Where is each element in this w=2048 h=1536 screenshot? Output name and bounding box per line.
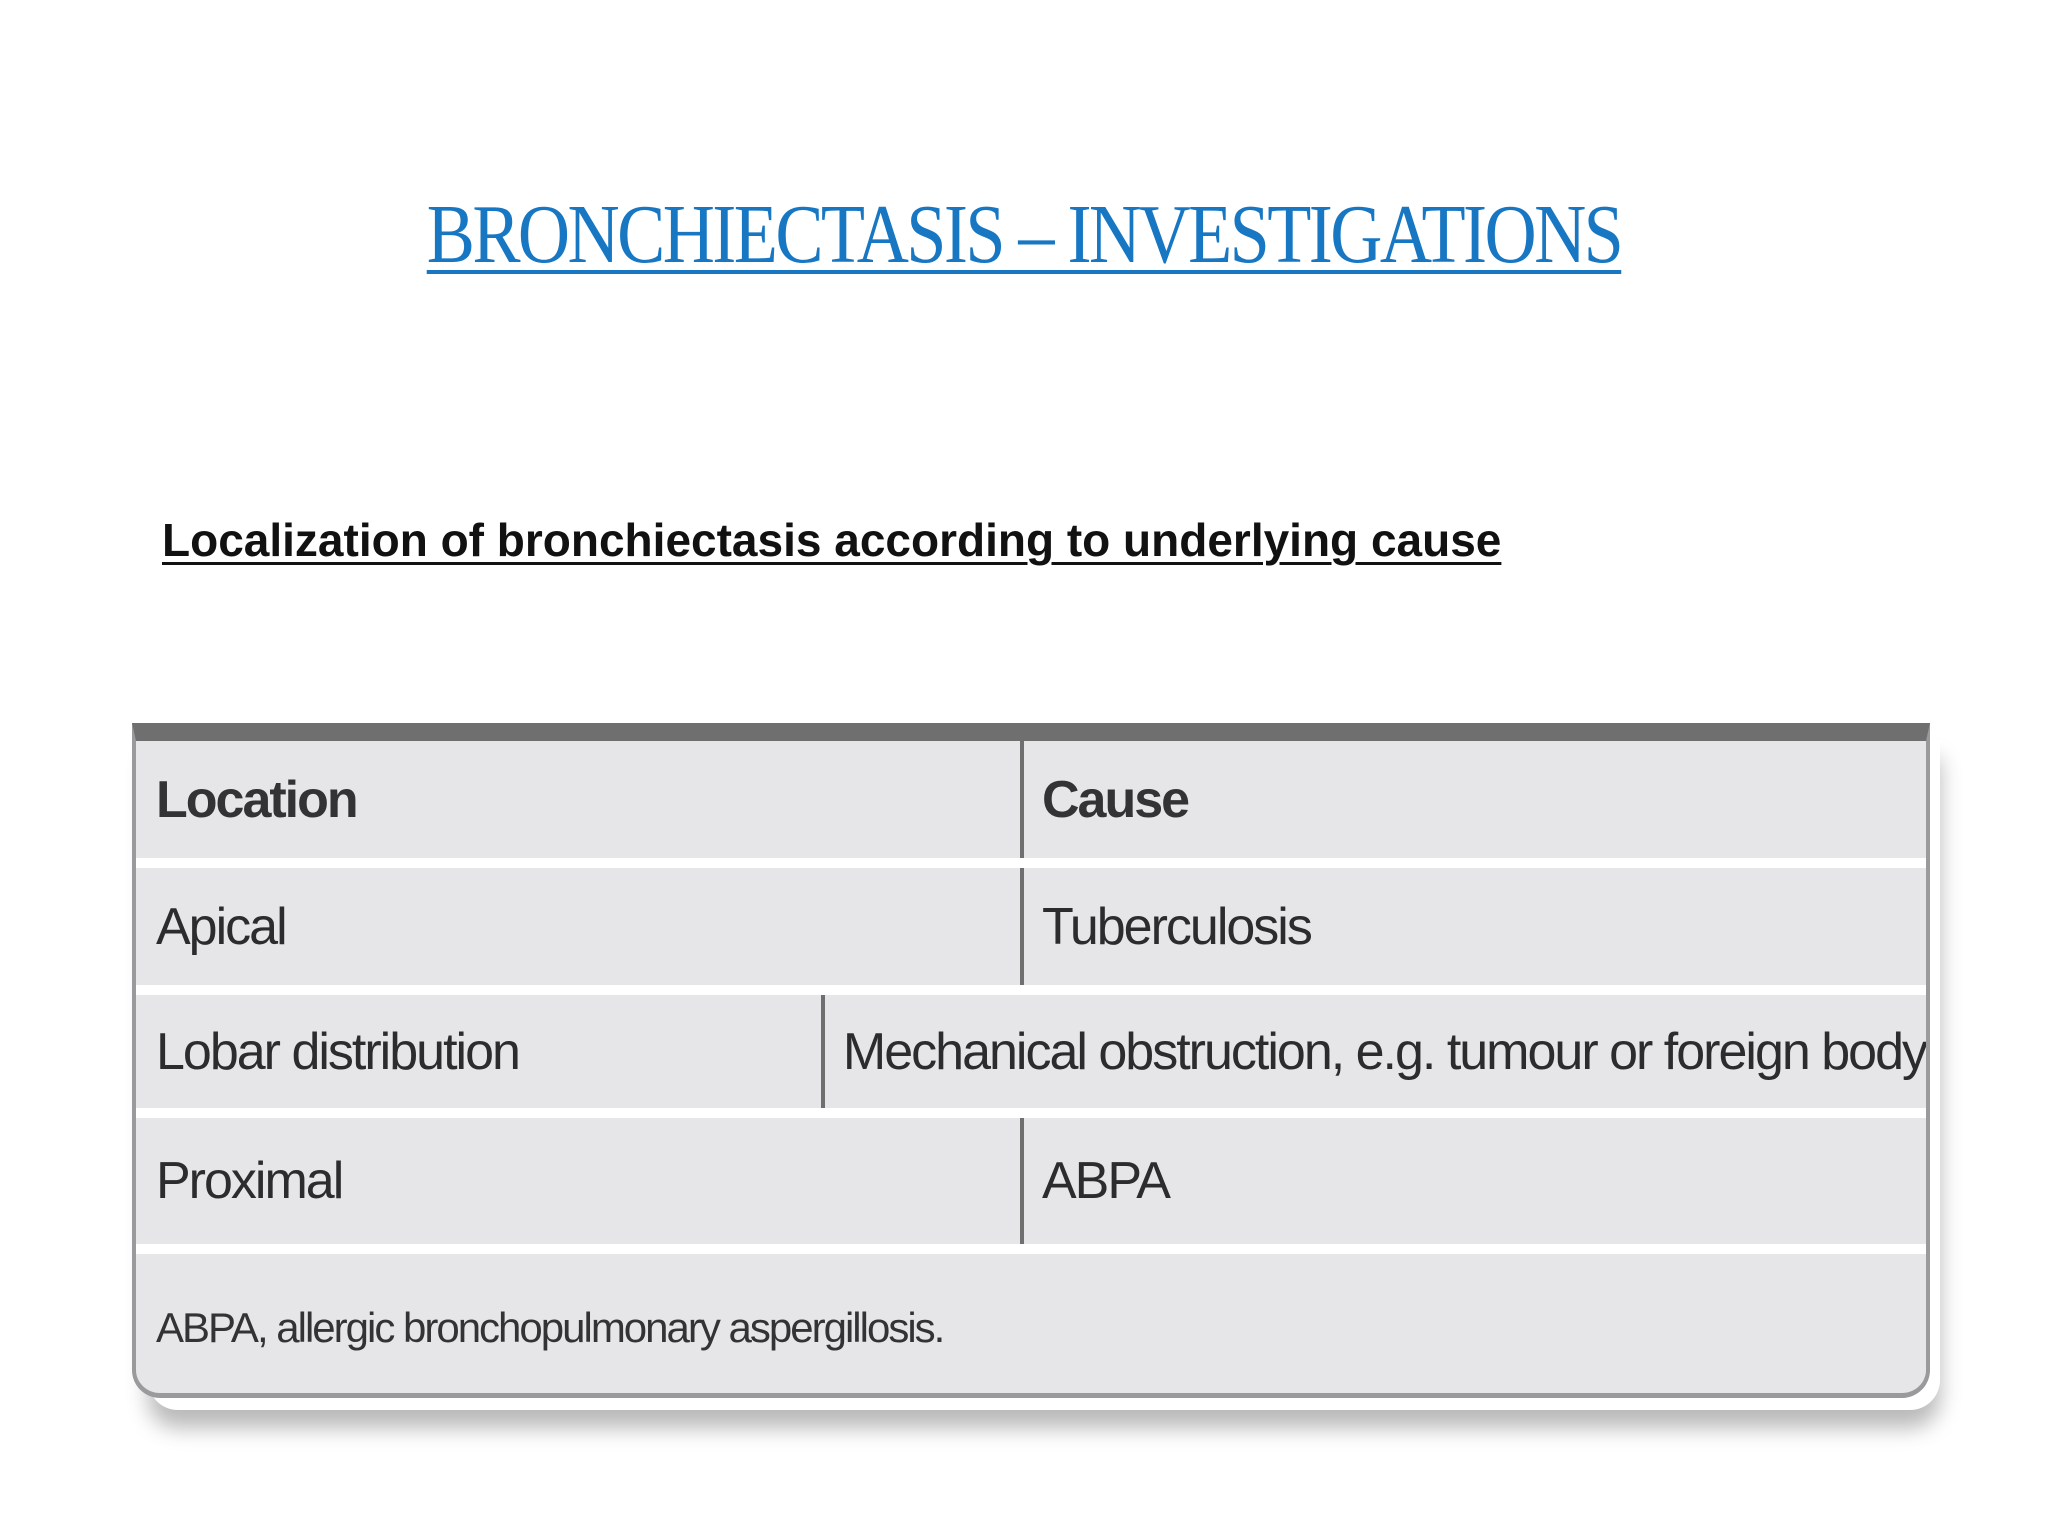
slide-title: BRONCHIECTASIS – INVESTIGATIONS: [426, 188, 1622, 281]
cause-cell: Tuberculosis: [1042, 897, 1311, 956]
row-separator: [136, 1244, 1926, 1254]
row-separator: [136, 1108, 1926, 1118]
slide-subtitle: Localization of bronchiectasis according to underlying cause: [162, 514, 1502, 566]
location-cell: Lobar distribution: [136, 995, 825, 1108]
cause-cell: ABPA: [1042, 1152, 1169, 1210]
cause-location-table: [132, 723, 1930, 1398]
table-row: [136, 1118, 1926, 1244]
location-cell: Apical: [136, 868, 1024, 985]
table-header-row: [136, 741, 1926, 858]
header-cause: Cause: [1042, 770, 1189, 829]
table-row: [136, 995, 1926, 1108]
row-separator: [136, 985, 1926, 995]
cause-cell: Mechanical obstruction, e.g. tumour or foreign body: [842, 1022, 1926, 1081]
location-cell: Proximal: [136, 1118, 1024, 1244]
table-row: [136, 868, 1926, 985]
table-footnote: ABPA, allergic bronchopulmonary aspergillosis.: [156, 1304, 944, 1351]
header-location: Location: [136, 741, 1024, 858]
row-separator: [136, 858, 1926, 868]
